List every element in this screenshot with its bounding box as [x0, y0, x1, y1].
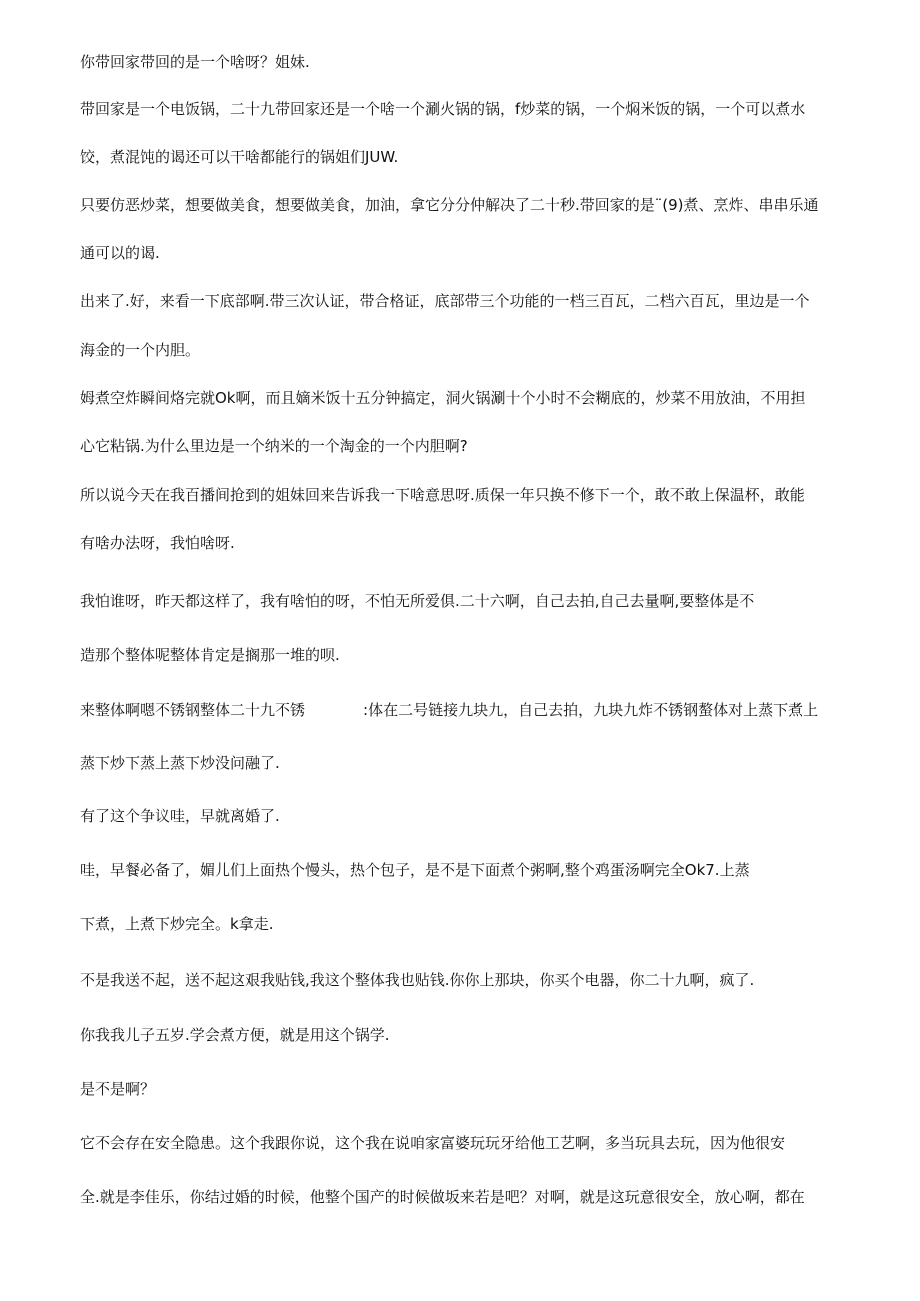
text-line-14-left: 来整体啊嗯不锈钢整体二十九不锈: [80, 701, 306, 719]
text-line-17: 哇，早餐必备了，媚儿们上面热个慢头，热个包子，是不是下面煮个粥啊,整个鸡蛋汤啊完全Ok7.上蒸: [80, 861, 750, 879]
text-line-8: 姆煮空炸瞬间烙完就Ok啊，而且嫡米饭十五分钟搞定，洞火锅涮十个小时不会糊底的，炒菜不用放油，不用担: [80, 389, 806, 407]
text-line-18: 下煮，上煮下炒完全。k拿走.: [80, 915, 274, 933]
text-line-16: 有了这个争议哇，早就离婚了.: [80, 807, 280, 825]
text-line-15: 蒸下炒下蒸上蒸下炒没问融了.: [80, 754, 280, 772]
text-line-14-right: :体在二号链接九块九，自己去拍，九块九炸不锈钢螯体对上蒸下煮上: [363, 701, 819, 719]
text-line-19: 不是我送不起，送不起这艰我贴钱,我这个整体我也贴钱.你你上那块，你买个电器，你二十九啊，疯了.: [80, 971, 755, 989]
text-line-22: 它不会存在安全隐患。这个我跟你说，这个我在说咱家富婆玩玩牙给他工艺啊，多当玩具去玩，因为他很安: [80, 1134, 786, 1152]
text-line-12: 我怕谁呀，昨天都这样了，我有啥怕的呀，不怕无所爱俱.二十六啊，自己去拍,自己去量啊,要整体是不: [80, 592, 755, 610]
text-line-2: 带回家是一个电饭锅，二十九带回家还是一个啥一个涮火锅的锅，f炒菜的锅，一个焖米饭的锅，一个可以煮水: [80, 100, 806, 118]
text-line-13: 造那个整体呢整体肯定是搁那一堆的呗.: [80, 646, 340, 664]
text-line-6: 出来了.好，来看一下底部啊.带三次认证，带合格证，底部带三个功能的一档三百瓦，二档六百瓦，里边是一个: [80, 292, 810, 310]
text-line-11: 有啥办法呀，我怕啥呀.: [80, 534, 235, 552]
text-line-21: 是不是啊？: [80, 1080, 156, 1098]
text-line-23: 全.就是李佳乐，你结过婚的时候，他整个国产的时候做坂来若是吧？对啊，就是这玩意很安全，放心啊，都在: [80, 1188, 805, 1206]
text-line-1: 你带回家带回的是一个啥呀？姐妹.: [80, 53, 310, 71]
text-line-10: 所以说今天在我百播间抢到的姐妹回来告诉我一下啥意思呀.质保一年只换不修下一个，敢不敢上保温杯，敢能: [80, 486, 805, 504]
text-line-7: 海金的一个内胆。: [80, 341, 201, 359]
text-line-5: 通可以的谒.: [80, 244, 160, 262]
text-line-14: [80, 700, 818, 720]
text-line-3: 饺，煮混饨的谒还可以干啥都能行的锅姐们JUW.: [80, 148, 399, 166]
text-line-4: 只要仿恶炒菜，想要做美食，想要做美食，加油，拿它分分仲解决了二十秒.带回家的是¨(9)煮、烹炸、串串乐通: [80, 196, 819, 214]
text-line-20: 你我我儿子五岁.学会煮方便，就是用这个锅学.: [80, 1026, 390, 1044]
text-line-9: 心它粘锅.为什么里边是一个纳米的一个淘金的一个内胆啊?: [80, 437, 468, 455]
